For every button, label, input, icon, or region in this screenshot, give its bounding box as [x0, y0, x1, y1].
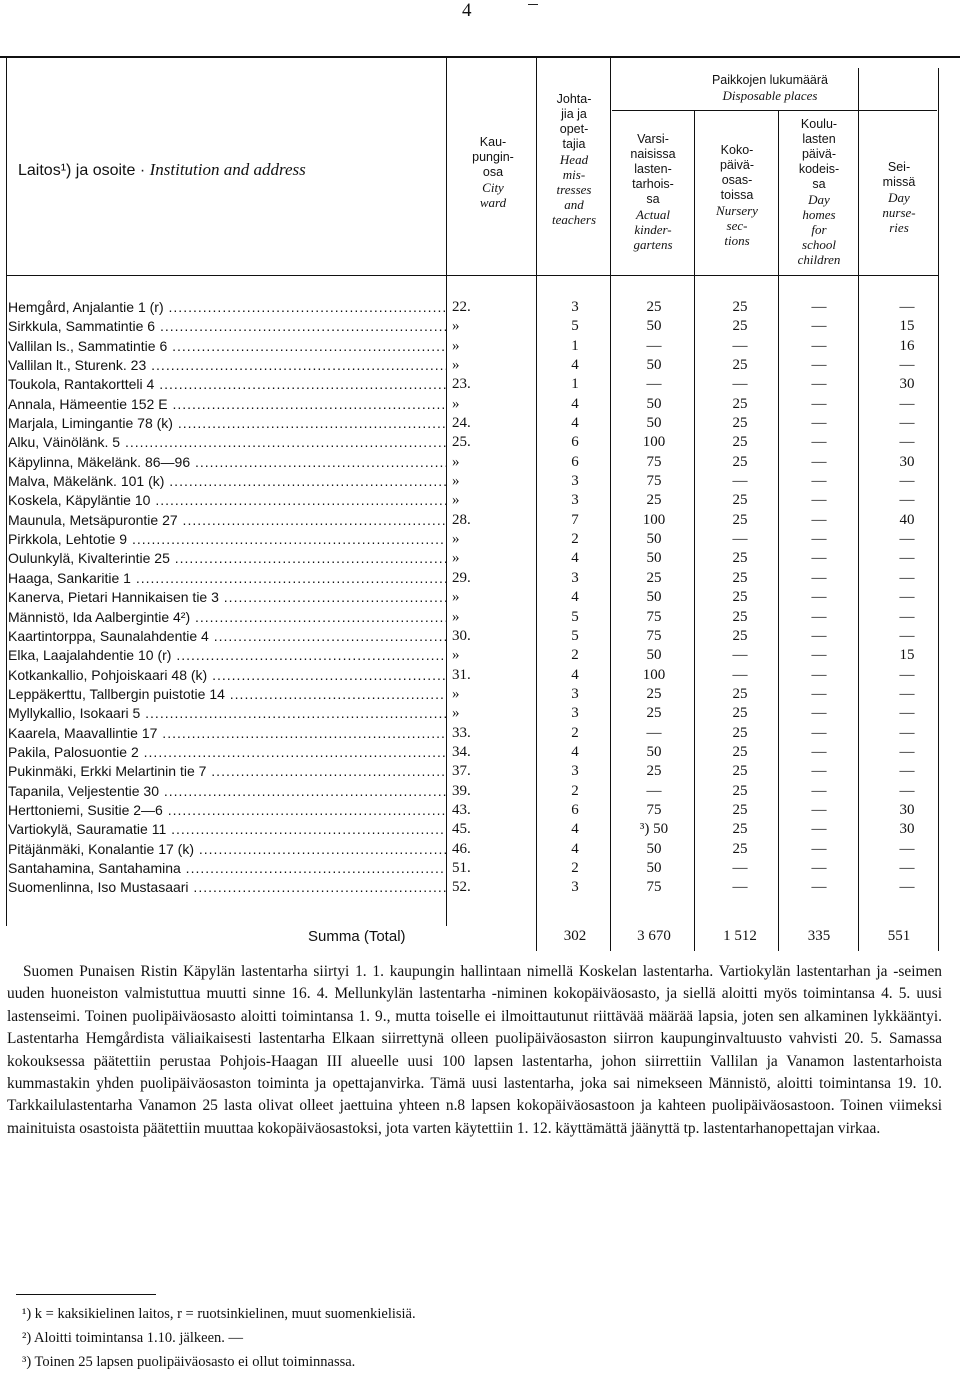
institution-name: Sirkkula, Sammatintie 6 ..... — [8, 317, 446, 336]
institution-name: Herttoniemi, Susitie 2—6 ..... — [8, 801, 446, 820]
school-day-homes: — — [811, 685, 827, 702]
head-teachers: 2 — [571, 724, 579, 741]
day-nurseries: — — [899, 357, 915, 374]
school-day-homes: — — [811, 705, 827, 722]
day-nurseries: — — [899, 763, 915, 780]
nursery-sections: — — [732, 647, 748, 664]
day-nurseries: — — [899, 743, 915, 760]
school-day-homes: — — [811, 434, 827, 451]
nursery-sections: — — [732, 666, 748, 683]
table-row — [0, 588, 960, 607]
institution-name: Leppäkerttu, Tallbergin puistotie 14 ..... — [8, 685, 446, 704]
city-ward: » — [452, 492, 460, 509]
school-day-homes: — — [811, 357, 827, 374]
nursery-sections: 25 — [732, 511, 748, 528]
actual-kindergartens: 50 — [646, 318, 662, 335]
table-row — [0, 666, 960, 685]
actual-kindergartens: 25 — [646, 685, 662, 702]
nursery-sections: 25 — [732, 685, 748, 702]
actual-kindergartens: ³) 50 — [639, 821, 669, 838]
school-day-homes: — — [811, 743, 827, 760]
day-nurseries: — — [899, 395, 915, 412]
institution-name: Kaarela, Maavallintie 17 ..... — [8, 724, 446, 743]
table-row — [0, 569, 960, 588]
actual-kindergartens: 75 — [646, 608, 662, 625]
day-nurseries: 16 — [899, 337, 915, 354]
actual-kindergartens: 25 — [646, 763, 662, 780]
actual-kindergartens: 50 — [646, 550, 662, 567]
institution-name: Toukola, Rantakortteli 4 ..... — [8, 375, 446, 394]
city-ward: » — [452, 531, 460, 548]
actual-kindergartens: 75 — [646, 801, 662, 818]
city-ward: 33. — [452, 724, 471, 741]
table-row — [0, 743, 960, 762]
nursery-sections: 25 — [732, 724, 748, 741]
institution-name: Malva, Mäkelänk. 101 (k) ..... — [8, 472, 446, 491]
nursery-sections: 25 — [732, 840, 748, 857]
nursery-sections: 25 — [732, 318, 748, 335]
footnotes — [22, 1302, 416, 1374]
nursery-sections: 25 — [732, 434, 748, 451]
day-nurseries: 30 — [899, 453, 915, 470]
institution-name: Pakila, Palosuontie 2 ..... — [8, 743, 446, 762]
day-nurseries: — — [899, 859, 915, 876]
actual-kindergartens: 75 — [646, 879, 662, 896]
nursery-sections: — — [732, 473, 748, 490]
actual-kindergartens: 25 — [646, 492, 662, 509]
school-day-homes: — — [811, 337, 827, 354]
footnote-1: ¹) k = kaksikielinen laitos, r = ruotsinkielinen, muut suomenkielisiä. — [22, 1306, 416, 1322]
day-nurseries: 30 — [899, 821, 915, 838]
institution-name: Hemgård, Anjalantie 1 (r) ..... — [8, 298, 446, 317]
nursery-sections: 25 — [732, 608, 748, 625]
actual-kindergartens: 75 — [646, 627, 662, 644]
actual-kindergartens: 25 — [646, 705, 662, 722]
institution-name: Annala, Hämeentie 152 E ..... — [8, 395, 446, 414]
nursery-sections: 25 — [732, 801, 748, 818]
table-row — [0, 356, 960, 375]
institution-name: Pirkkola, Lehtotie 9 ..... — [8, 530, 446, 549]
city-ward: 24. — [452, 415, 471, 432]
table-row — [0, 511, 960, 530]
table-body — [0, 298, 960, 898]
actual-kindergartens: — — [646, 724, 662, 741]
table-row — [0, 724, 960, 743]
actual-kindergartens: 75 — [646, 473, 662, 490]
head-teachers: 4 — [571, 357, 579, 374]
institution-name: Käpylinna, Mäkelänk. 86—96 ..... — [8, 453, 446, 472]
header-nursery: Koko- päivä- osas- toissa Nursery sec- tions — [716, 143, 758, 248]
table-row — [0, 646, 960, 665]
table-row — [0, 627, 960, 646]
header-places: Paikkojen lukumäärä Disposable places — [711, 73, 829, 103]
day-nurseries: — — [899, 627, 915, 644]
city-ward: » — [452, 647, 460, 664]
table-row — [0, 317, 960, 336]
school-day-homes: — — [811, 840, 827, 857]
nursery-sections: 25 — [732, 453, 748, 470]
table-row — [0, 704, 960, 723]
table-row — [0, 820, 960, 839]
head-teachers: 3 — [571, 299, 579, 315]
school-day-homes: — — [811, 415, 827, 432]
table-row — [0, 491, 960, 510]
total-head: 302 — [563, 928, 587, 944]
school-day-homes: — — [811, 318, 827, 335]
head-teachers: 3 — [571, 492, 579, 509]
school-day-homes: — — [811, 492, 827, 509]
table-top-rule — [0, 56, 960, 58]
head-teachers: 4 — [571, 840, 579, 857]
institution-name: Kanerva, Pietari Hannikaisen tie 3 ..... — [8, 588, 446, 607]
head-teachers: 5 — [571, 318, 579, 335]
head-teachers: 4 — [571, 821, 579, 838]
nursery-sections: — — [732, 859, 748, 876]
city-ward: » — [452, 705, 460, 722]
school-day-homes: — — [811, 473, 827, 490]
city-ward: 31. — [452, 666, 471, 683]
city-ward: 25. — [452, 434, 471, 451]
table-row — [0, 549, 960, 568]
school-day-homes: — — [811, 879, 827, 896]
total-label: Summa (Total) — [308, 928, 406, 945]
table-row — [0, 801, 960, 820]
day-nurseries: — — [899, 550, 915, 567]
day-nurseries: — — [899, 666, 915, 683]
institution-name: Kotkankallio, Pohjoiskaari 48 (k) ..... — [8, 666, 446, 685]
table-row — [0, 878, 960, 897]
city-ward: 37. — [452, 763, 471, 780]
table-row — [0, 762, 960, 781]
head-teachers: 3 — [571, 705, 579, 722]
day-nurseries: — — [899, 782, 915, 799]
day-nurseries: — — [899, 724, 915, 741]
nursery-sections: — — [732, 531, 748, 548]
day-nurseries: 30 — [899, 801, 915, 818]
table-row — [0, 685, 960, 704]
city-ward: » — [452, 318, 460, 335]
head-teachers: 3 — [571, 473, 579, 490]
header-ward: Kau- pungin- osa City ward — [472, 135, 514, 210]
city-ward: 34. — [452, 743, 471, 760]
school-day-homes: — — [811, 376, 827, 393]
actual-kindergartens: 100 — [642, 666, 666, 683]
school-day-homes: — — [811, 550, 827, 567]
day-nurseries: 30 — [899, 376, 915, 393]
head-teachers: 4 — [571, 550, 579, 567]
institution-name: Vallilan lt., Sturenk. 23 ..... — [8, 356, 446, 375]
day-nurseries: 15 — [899, 318, 915, 335]
school-day-homes: — — [811, 724, 827, 741]
actual-kindergartens: 50 — [646, 840, 662, 857]
total-row — [0, 928, 960, 950]
day-nurseries: — — [899, 299, 915, 315]
institution-name: Tapanila, Veljestentie 30 ..... — [8, 782, 446, 801]
actual-kindergartens: 50 — [646, 531, 662, 548]
school-day-homes: — — [811, 666, 827, 683]
institution-name: Vartiokylä, Sauramatie 11 ..... — [8, 820, 446, 839]
footnote-3: ³) Toinen 25 lapsen puolipäiväosasto ei ollut toiminnassa. — [22, 1354, 356, 1370]
places-rule — [612, 110, 937, 111]
actual-kindergartens: 100 — [642, 511, 666, 528]
actual-kindergartens: 100 — [642, 434, 666, 451]
institution-name: Marjala, Limingantie 78 (k) ..... — [8, 414, 446, 433]
city-ward: 29. — [452, 569, 471, 586]
nursery-sections: 25 — [732, 763, 748, 780]
header-institution: Laitos¹) ja osoite · Institution and address — [18, 160, 306, 179]
nursery-sections: 25 — [732, 782, 748, 799]
city-ward: » — [452, 395, 460, 412]
table-row — [0, 530, 960, 549]
actual-kindergartens: 50 — [646, 743, 662, 760]
header-day: Sei- missä Day nurse- ries — [882, 160, 916, 235]
nursery-sections: 25 — [732, 415, 748, 432]
table-row — [0, 433, 960, 452]
institution-name: Myllykallio, Isokaari 5 ..... — [8, 704, 446, 723]
day-nurseries: — — [899, 434, 915, 451]
institution-name: Pukinmäki, Erkki Melartinin tie 7 ..... — [8, 762, 446, 781]
actual-kindergartens: 25 — [646, 569, 662, 586]
total-actual: 3 670 — [637, 928, 671, 944]
table-row — [0, 298, 960, 317]
institution-name: Pitäjänmäki, Konalantie 17 (k) ..... — [8, 840, 446, 859]
day-nurseries: — — [899, 473, 915, 490]
head-teachers: 1 — [571, 337, 579, 354]
city-ward: 23. — [452, 376, 471, 393]
nursery-sections: 25 — [732, 299, 748, 315]
head-teachers: 3 — [571, 685, 579, 702]
day-nurseries: — — [899, 685, 915, 702]
actual-kindergartens: 50 — [646, 589, 662, 606]
school-day-homes: — — [811, 453, 827, 470]
head-teachers: 4 — [571, 666, 579, 683]
nursery-sections: 25 — [732, 743, 748, 760]
school-day-homes: — — [811, 608, 827, 625]
head-teachers: 4 — [571, 589, 579, 606]
table-row — [0, 859, 960, 878]
table-row — [0, 395, 960, 414]
day-nurseries: 15 — [899, 647, 915, 664]
actual-kindergartens: 50 — [646, 859, 662, 876]
nursery-sections: — — [732, 376, 748, 393]
header-school: Koulu- lasten päivä- kodeis- sa Day homes for school children — [797, 117, 841, 267]
head-teachers: 2 — [571, 531, 579, 548]
actual-kindergartens: — — [646, 782, 662, 799]
total-nursery: 1 512 — [723, 928, 757, 944]
head-teachers: 3 — [571, 569, 579, 586]
page-number: 4 — [462, 0, 472, 21]
school-day-homes: — — [811, 589, 827, 606]
day-nurseries: — — [899, 705, 915, 722]
city-ward: 30. — [452, 627, 471, 644]
school-day-homes: — — [811, 859, 827, 876]
day-nurseries: — — [899, 589, 915, 606]
table-row — [0, 453, 960, 472]
institution-name: Männistö, Ida Aalbergintie 4²) ..... — [8, 608, 446, 627]
school-day-homes: — — [811, 511, 827, 528]
day-nurseries: — — [899, 569, 915, 586]
city-ward: 45. — [452, 821, 471, 838]
actual-kindergartens: 50 — [646, 395, 662, 412]
head-teachers: 2 — [571, 782, 579, 799]
head-teachers: 6 — [571, 453, 579, 470]
city-ward: 46. — [452, 840, 471, 857]
actual-kindergartens: 75 — [646, 453, 662, 470]
city-ward: » — [452, 589, 460, 606]
nursery-sections: 25 — [732, 357, 748, 374]
actual-kindergartens: 25 — [646, 299, 662, 315]
table-row — [0, 782, 960, 801]
institution-name: Kaartintorppa, Saunalahdentie 4 ..... — [8, 627, 446, 646]
city-ward: 28. — [452, 511, 471, 528]
table-row — [0, 472, 960, 491]
footnote-2: ²) Aloitti toimintansa 1.10. jälkeen. — — [22, 1330, 244, 1346]
institution-name: Santahamina, Santahamina ..... — [8, 859, 446, 878]
nursery-sections: 25 — [732, 589, 748, 606]
table-row — [0, 608, 960, 627]
day-nurseries: — — [899, 492, 915, 509]
city-ward: » — [452, 685, 460, 702]
head-teachers: 5 — [571, 627, 579, 644]
school-day-homes: — — [811, 763, 827, 780]
head-teachers: 2 — [571, 859, 579, 876]
institution-name: Elka, Laajalahdentie 10 (r) ..... — [8, 646, 446, 665]
nursery-sections: 25 — [732, 705, 748, 722]
school-day-homes: — — [811, 647, 827, 664]
city-ward: 22. — [452, 299, 471, 315]
school-day-homes: — — [811, 395, 827, 412]
table-row — [0, 840, 960, 859]
notes-paragraph: Suomen Punaisen Ristin Käpylän lastentarha siirtyi 1. 1. kaupungin hallintaan nimellä Koskelan lastentarha. Vartiokylän lastentarhan ja -seimen uuden huoneiston valmistuttua muutti sinne 16. 4. Mellunkylän lastentarha -niminen kokopäiväosasto, ja siellä aloitti myös toimintansa 4. 5. uusi lastenseimi. Toinen puolipäiväosasto aloitti toimintansa 1. 9., mutta toiselle ei ilmoittautunut riittävää määrää lapsia, joten sen alkaminen lykkääntyi. Lastentarha Hemgårdista väliaikaisesti lastentarha Elkaan siirrettynä olleen puolipäiväosaston siirron kaupunginvaltuusto vahvisti 20. 5. Samassa kokouksessa päätettiin perustaa Pohjois-Haagan III alueelle uusi 100 lapsen lastentarha, johon siirrettiin Vallilan ja Vanamon lastentarhoista kummastakin yhden puolipäiväosaston toiminta ja opettajanvirka. Tämä uusi lastentarha, joka sai nimekseen Männistö, aloitti toimintansa 19. 10. Tarkkailulastentarha Vanamon 25 lasta olivat olleet jaettuina yhteen n.8 lapsen kokopäiväosastoon ja kahteen puolipäiväosastoon. Toinen viimeksi mainituista osastoista päätettiin muuttaa kokopäiväosastoksi, jota varten käytettiin 1. 12. käyttämättä jäänyttä tp. lastentarhanopettajan virkaa. — [7, 963, 942, 1137]
day-nurseries: — — [899, 840, 915, 857]
institution-name: Haaga, Sankaritie 1 ..... — [8, 569, 446, 588]
nursery-sections: 25 — [732, 821, 748, 838]
head-teachers: 1 — [571, 376, 579, 393]
footnote-rule — [16, 1294, 156, 1295]
head-teachers: 2 — [571, 647, 579, 664]
city-ward: » — [452, 453, 460, 470]
school-day-homes: — — [811, 782, 827, 799]
school-day-homes: — — [811, 821, 827, 838]
institution-name: Koskela, Käpyläntie 10 ..... — [8, 491, 446, 510]
nursery-sections: — — [732, 337, 748, 354]
head-teachers: 4 — [571, 395, 579, 412]
school-day-homes: — — [811, 569, 827, 586]
head-teachers: 4 — [571, 743, 579, 760]
head-teachers: 6 — [571, 434, 579, 451]
nursery-sections: 25 — [732, 492, 748, 509]
day-nurseries: — — [899, 531, 915, 548]
actual-kindergartens: — — [646, 376, 662, 393]
city-ward: » — [452, 357, 460, 374]
city-ward: » — [452, 550, 460, 567]
city-ward: » — [452, 473, 460, 490]
total-day: 551 — [887, 928, 911, 944]
actual-kindergartens: 50 — [646, 415, 662, 432]
head-teachers: 3 — [571, 763, 579, 780]
actual-kindergartens: — — [646, 337, 662, 354]
day-nurseries: 40 — [899, 511, 915, 528]
actual-kindergartens: 50 — [646, 647, 662, 664]
institution-name: Maunula, Metsäpurontie 27 ..... — [8, 511, 446, 530]
city-ward: 39. — [452, 782, 471, 799]
table-row — [0, 414, 960, 433]
head-teachers: 5 — [571, 608, 579, 625]
school-day-homes: — — [811, 531, 827, 548]
total-school: 335 — [807, 928, 831, 944]
institution-name: Vallilan ls., Sammatintie 6 ..... — [8, 337, 446, 356]
city-ward: 52. — [452, 879, 471, 896]
table-row — [0, 337, 960, 356]
header-actual: Varsi- naisissa lasten- tarhois- sa Actual kinder- gartens — [630, 132, 676, 252]
school-day-homes: — — [811, 801, 827, 818]
header-bottom-rule — [6, 275, 938, 276]
day-nurseries: — — [899, 415, 915, 432]
day-nurseries: — — [899, 608, 915, 625]
head-teachers: 4 — [571, 415, 579, 432]
top-dash — [528, 4, 538, 5]
city-ward: » — [452, 608, 460, 625]
city-ward: 43. — [452, 801, 471, 818]
school-day-homes: — — [811, 627, 827, 644]
nursery-sections: 25 — [732, 550, 748, 567]
actual-kindergartens: 50 — [646, 357, 662, 374]
head-teachers: 6 — [571, 801, 579, 818]
school-day-homes: — — [811, 299, 827, 315]
nursery-sections: 25 — [732, 627, 748, 644]
nursery-sections: — — [732, 879, 748, 896]
header-head: Johta- jia ja opet- tajia Head mis- tresses and teachers — [551, 92, 597, 227]
head-teachers: 3 — [571, 879, 579, 896]
day-nurseries: — — [899, 879, 915, 896]
city-ward: » — [452, 337, 460, 354]
head-teachers: 7 — [571, 511, 579, 528]
nursery-sections: 25 — [732, 569, 748, 586]
institution-name: Suomenlinna, Iso Mustasaari ..... — [8, 878, 446, 897]
city-ward: 51. — [452, 859, 471, 876]
table-row — [0, 375, 960, 394]
institution-name: Oulunkylä, Kivalterintie 25 ..... — [8, 549, 446, 568]
institution-name: Alku, Väinölänk. 5 ..... — [8, 433, 446, 452]
nursery-sections: 25 — [732, 395, 748, 412]
